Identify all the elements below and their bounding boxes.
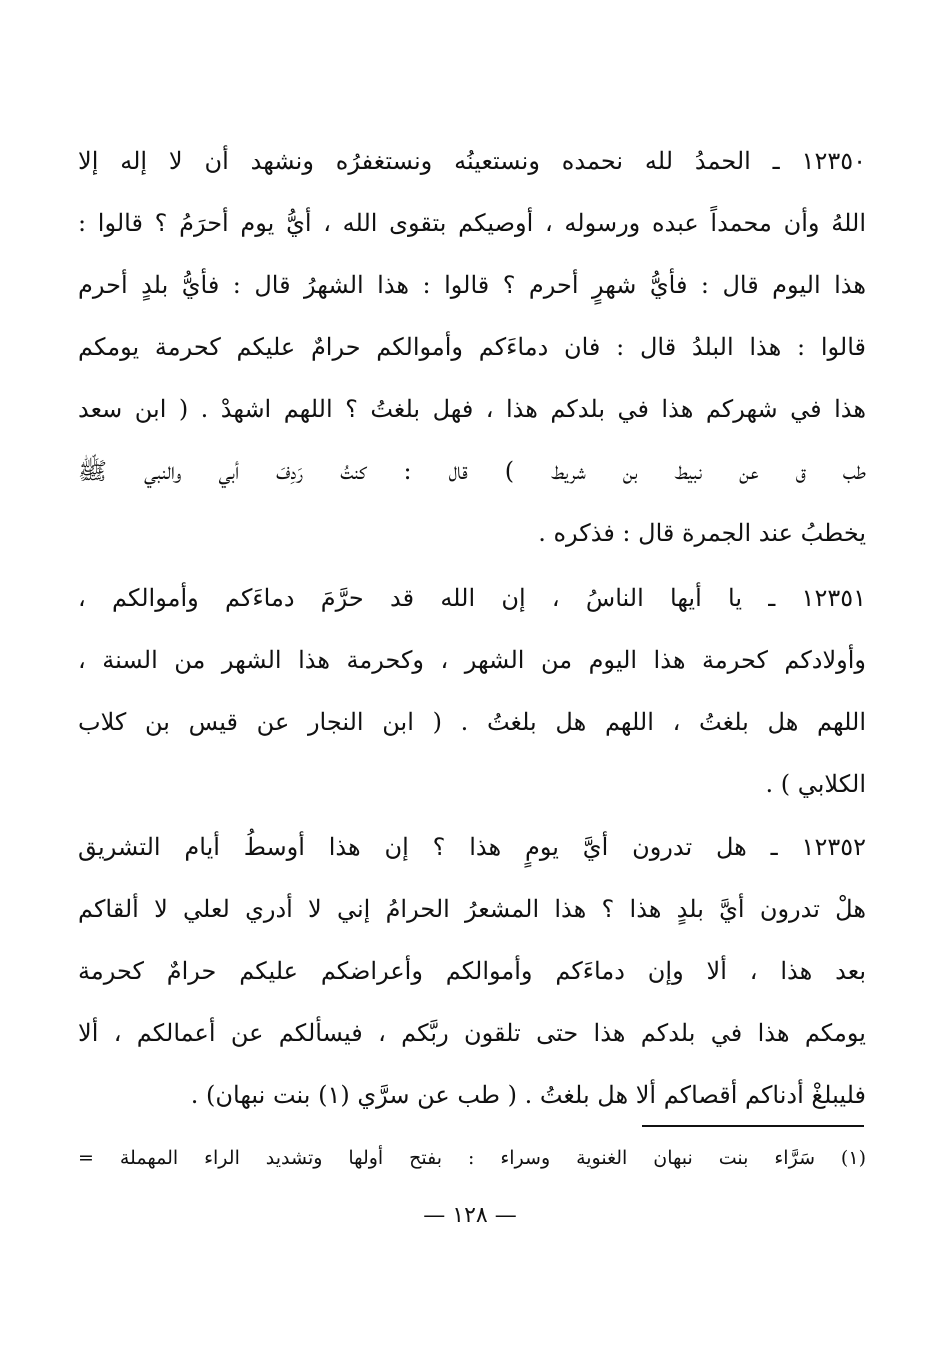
text-line: هذا في شهركم هذا في بلدكم هذا ، فهل بلغتُ ؟ اللهم اشهدْ . ( ابن سعد <box>78 395 866 423</box>
hadith-paragraph-12350 <box>78 130 866 564</box>
footnote-divider <box>642 1125 864 1127</box>
text-line: اللهُ وأن محمداً عبده ورسوله ، أوصيكم بتقوى الله ، أيُّ يوم أحرَمُ ؟ قالوا : <box>78 209 866 237</box>
text-line: ١٢٣٥٢ ـ هل تدرون أيَّ يومٍ هذا ؟ إن هذا أوسطُ أيام التشريق <box>78 833 866 861</box>
text-line: ١٢٣٥٠ ـ الحمدُ لله نحمده ونستعينُه ونستغفرُه ونشهد أن لا إله إلا <box>78 147 866 175</box>
page-number: — ١٢٨ — <box>423 1203 517 1228</box>
text-line: هلْ تدرون أيَّ بلدٍ هذا ؟ هذا المشعرُ الحرامُ إني لا أدري لعلي لا ألقاكم <box>78 895 866 923</box>
text-line: وأولادكم كحرمة هذا اليوم من الشهر ، وكحرمة هذا الشهر من السنة ، <box>78 646 866 674</box>
text-line: طب ق عن نبيط بن شريط ) قال : كنتُ رَدِفَ أبي والنبي ﷺ <box>78 457 866 485</box>
hadith-paragraph-12352 <box>78 816 866 1126</box>
text-line: قالوا : هذا البلدُ قال : فان دماءَكم وأموالكم حرامٌ عليكم كحرمة يومكم <box>78 333 866 361</box>
text-line: الكلابي ) . <box>765 770 866 798</box>
hadith-paragraph-12351 <box>78 567 866 815</box>
text-line: بعد هذا ، ألا وإن دماءَكم وأموالكم وأعراضكم عليكم حرامٌ كحرمة <box>78 957 866 985</box>
text-line: اللهم هل بلغتُ ، اللهم هل بلغتُ . ( ابن النجار عن قيس بن كلاب <box>78 708 866 736</box>
footnote: (١) سَرَّاء بنت نبهان الغنوية وسراء : بفتح أولها وتشديد الراء المهملة = <box>78 1147 866 1169</box>
text-line: يومكم هذا في بلدكم هذا حتى تلقون ربَّكم ، فيسألكم عن أعمالكم ، ألا <box>78 1019 866 1047</box>
text-line: يخطبُ عند الجمرة قال : فذكره . <box>538 519 866 547</box>
text-line: هذا اليوم قال : فأيُّ شهرٍ أحرم ؟ قالوا : هذا الشهرُ قال : فأيُّ بلدٍ أحرم <box>78 271 866 299</box>
text-line: ١٢٣٥١ ـ يا أيها الناسُ ، إن الله قد حرَّمَ دماءَكم وأموالكم ، <box>78 584 866 612</box>
text-line: فليبلغْ أدناكم أقصاكم ألا هل بلغتُ . ( طب عن سرَّي (١) بنت نبهان) . <box>190 1081 866 1109</box>
